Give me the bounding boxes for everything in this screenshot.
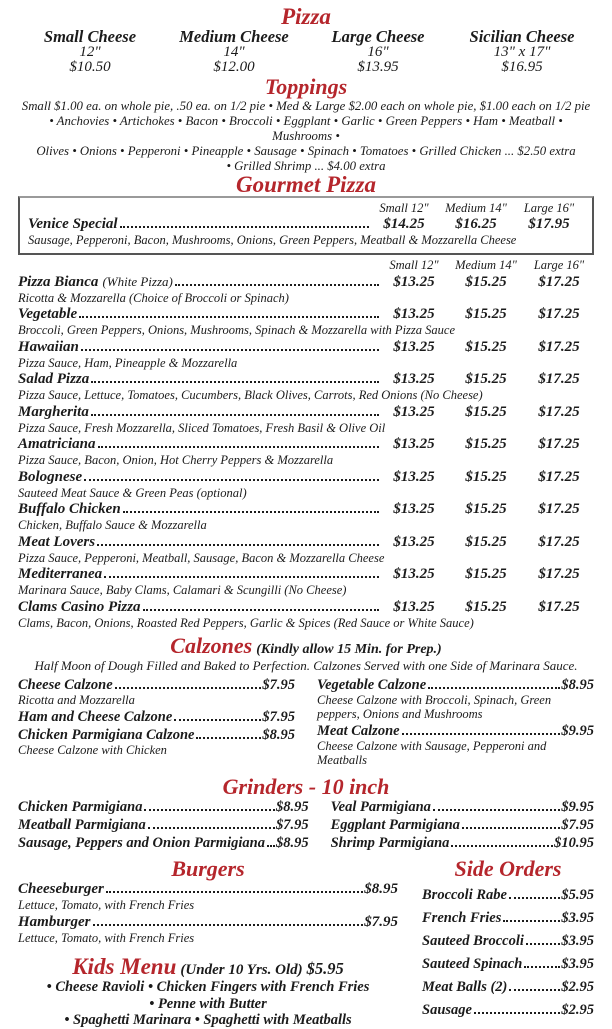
- section-title-gourmet-pizza: Gourmet Pizza: [236, 172, 376, 197]
- item-description: Chicken, Buffalo Sauce & Mozzarella: [18, 518, 207, 532]
- item-price-small: $13.25: [393, 501, 435, 517]
- size-column-headers: [18, 257, 594, 273]
- dotted-leader: [451, 845, 553, 847]
- kids-menu-price: $5.95: [306, 959, 344, 978]
- dotted-leader: [509, 989, 560, 991]
- item-name: Meatball Parmigiana: [18, 817, 146, 833]
- column-header-large: Large 16": [533, 257, 585, 272]
- item-price-small: $13.25: [393, 566, 435, 582]
- dotted-leader: [462, 827, 560, 829]
- menu-item: [422, 1002, 594, 1018]
- toppings-line: • Grilled Shrimp ... $4.00 extra: [226, 159, 386, 173]
- dotted-leader: [503, 920, 560, 922]
- dotted-leader: [98, 446, 379, 448]
- item-price: $3.95: [561, 933, 594, 949]
- item-description: Pizza Sauce, Pepperoni, Meatball, Sausage, Bacon & Mozzarella Cheese: [18, 550, 385, 565]
- item-price-large: $17.25: [538, 273, 580, 290]
- item-name: Venice Special: [28, 216, 118, 232]
- toppings-line: Small $1.00 ea. on whole pie, .50 ea. on 1/2 pie • Med & Large $2.00 each on whole pie, $1.00 each on 1/2 pie: [21, 99, 591, 113]
- dotted-leader: [509, 897, 560, 899]
- item-price-large: $17.25: [538, 598, 580, 615]
- item-price-medium: $15.25: [465, 306, 507, 322]
- item-price: $7.95: [275, 817, 309, 833]
- menu-item: [18, 835, 309, 851]
- calzones-list: [18, 677, 594, 769]
- dotted-leader: [526, 943, 560, 945]
- dotted-leader: [93, 924, 364, 926]
- item-price-medium: $15.25: [465, 338, 507, 355]
- variant-size: 16": [367, 44, 389, 60]
- item-name: Vegetable Calzone: [317, 677, 427, 693]
- item-price-large: $17.25: [538, 468, 580, 485]
- item-name: Sausage, Peppers and Onion Parmigiana: [18, 835, 265, 851]
- grinders-list: [18, 799, 594, 853]
- variant-size: 14": [223, 44, 245, 60]
- item-description: Broccoli, Green Peppers, Onions, Mushrooms, Spinach & Mozzarella with Pizza Sauce: [18, 323, 455, 337]
- section-title-grinders: Grinders - 10 inch: [222, 774, 390, 799]
- item-price-medium: $15.25: [465, 598, 507, 615]
- menu-item: [18, 677, 295, 707]
- item-price: $9.95: [561, 723, 594, 739]
- item-name: Sauteed Broccoli: [422, 933, 524, 949]
- menu-item: [422, 956, 594, 972]
- item-name: Margherita: [18, 403, 89, 420]
- pizza-variant: [18, 28, 162, 75]
- variant-price: $13.95: [357, 59, 399, 75]
- kids-menu-items: [18, 979, 398, 1029]
- item-note: (White Pizza): [102, 273, 173, 289]
- menu-item: [18, 727, 295, 757]
- item-description: Pizza Sauce, Ham, Pineapple & Mozzarella: [18, 355, 238, 370]
- item-name: Ham and Cheese Calzone: [18, 709, 173, 725]
- column-header-small: Small 12": [379, 201, 429, 215]
- item-price-small: $13.25: [393, 403, 435, 420]
- dotted-leader: [433, 809, 560, 811]
- dotted-leader: [84, 479, 379, 481]
- section-title-side-orders: Side Orders: [454, 856, 562, 881]
- menu-item: [18, 914, 398, 945]
- item-price-small: $13.25: [393, 468, 435, 485]
- column-header-large: Large 16": [523, 201, 575, 215]
- variant-size: 12": [79, 44, 101, 60]
- item-price-medium: $15.25: [465, 566, 507, 582]
- dotted-leader: [148, 827, 275, 829]
- item-price-medium: $15.25: [465, 403, 507, 420]
- item-name: Bolognese: [18, 468, 83, 485]
- item-name: Meat Balls (2): [422, 979, 508, 995]
- toppings-text: [18, 99, 594, 174]
- menu-item: [18, 534, 594, 566]
- variant-name: Medium Cheese: [179, 27, 289, 46]
- item-price-small: $13.25: [393, 598, 435, 615]
- menu-item: [18, 274, 594, 306]
- item-description: Ricotta & Mozzarella (Choice of Broccoli or Spinach): [18, 290, 289, 305]
- item-name: Sausage: [422, 1002, 472, 1018]
- dotted-leader: [104, 576, 379, 578]
- item-price: $5.95: [561, 887, 594, 903]
- item-description: Sausage, Pepperoni, Bacon, Mushrooms, Onions, Green Peppers, Meatball & Mozzarella Cheese: [28, 233, 517, 247]
- item-description: Pizza Sauce, Bacon, Onion, Hot Cherry Peppers & Mozzarella: [18, 453, 334, 467]
- item-name: Meat Calzone: [317, 723, 400, 739]
- item-name: Cheeseburger: [18, 881, 104, 897]
- menu-item: [18, 566, 594, 598]
- dotted-leader: [106, 891, 363, 893]
- item-name: Pizza Bianca: [18, 273, 99, 290]
- item-price-medium: $15.25: [465, 436, 507, 452]
- item-price: $2.95: [561, 1002, 594, 1018]
- dotted-leader: [428, 687, 560, 689]
- item-name: Sauteed Spinach: [422, 956, 523, 972]
- item-price-large: $17.95: [528, 216, 570, 232]
- menu-item: [18, 817, 309, 833]
- dotted-leader: [174, 719, 261, 721]
- menu-item: [18, 709, 295, 725]
- item-price-small: $13.25: [393, 436, 435, 452]
- item-description: Pizza Sauce, Lettuce, Tomatoes, Cucumbers, Black Olives, Carrots, Red Onions (No Cheese): [18, 388, 483, 402]
- item-description: Pizza Sauce, Fresh Mozzarella, Sliced Tomatoes, Fresh Basil & Olive Oil: [18, 420, 386, 435]
- item-price-medium: $15.25: [465, 501, 507, 517]
- item-description: Lettuce, Tomato, with French Fries: [18, 931, 195, 945]
- bottom-sections: [18, 857, 594, 1029]
- menu-item: [317, 723, 594, 767]
- item-name: Veal Parmigiana: [330, 799, 431, 815]
- item-price-large: $17.25: [538, 306, 580, 322]
- dotted-leader: [120, 226, 369, 228]
- cheese-pizza-variants: [18, 28, 594, 75]
- item-price-medium: $16.25: [455, 216, 497, 232]
- item-price-small: $13.25: [393, 533, 435, 550]
- menu-item: [18, 339, 594, 371]
- menu-item: [18, 799, 309, 815]
- dotted-leader: [402, 733, 561, 735]
- item-description: Ricotta and Mozzarella: [18, 693, 135, 707]
- item-price: $7.95: [364, 914, 398, 930]
- column-header-medium: Medium 14": [445, 201, 507, 215]
- menu-item: [422, 887, 594, 903]
- item-price-small: $14.25: [383, 216, 425, 232]
- kids-menu-line: • Spaghetti Marinara • Spaghetti with Meatballs: [64, 1012, 352, 1028]
- item-name: Broccoli Rabe: [422, 887, 507, 903]
- section-heading-calzones: [18, 634, 594, 658]
- item-price: $7.95: [262, 677, 295, 693]
- toppings-line: • Anchovies • Artichokes • Bacon • Broccoli • Eggplant • Garlic • Green Peppers • Ham • Meatball • Mushrooms •: [49, 114, 563, 143]
- menu-item: [18, 881, 398, 912]
- item-price-large: $17.25: [538, 566, 580, 582]
- item-description: Cheese Calzone with Chicken: [18, 743, 167, 757]
- item-price: $2.95: [561, 979, 594, 995]
- item-price-medium: $15.25: [465, 273, 507, 290]
- dotted-leader: [175, 284, 379, 286]
- item-name: Eggplant Parmigiana: [330, 817, 460, 833]
- column-header-medium: Medium 14": [455, 257, 517, 272]
- calzones-subtitle: Half Moon of Dough Filled and Baked to Perfection. Calzones Served with one Side of Marinara Sauce.: [34, 658, 578, 673]
- menu-item: [18, 599, 594, 631]
- item-name: French Fries: [422, 910, 502, 926]
- variant-price: $16.95: [501, 59, 543, 75]
- item-name: Mediterranea: [18, 566, 103, 582]
- item-price-small: $13.25: [393, 306, 435, 322]
- menu-item: [331, 817, 594, 833]
- menu-item: [18, 469, 594, 501]
- menu-item: [18, 371, 594, 403]
- dotted-leader: [474, 1012, 560, 1014]
- gourmet-pizza-list: [18, 274, 594, 631]
- dotted-leader: [81, 349, 379, 351]
- variant-name: Large Cheese: [331, 27, 425, 46]
- item-price-large: $17.25: [538, 436, 580, 452]
- variant-name: Sicilian Cheese: [469, 27, 575, 46]
- item-description: Clams, Bacon, Onions, Roasted Red Peppers, Garlic & Spices (Red Sauce or White Sauce): [18, 615, 474, 630]
- item-price: $8.95: [561, 677, 594, 693]
- menu-item-venice-special: [28, 216, 584, 248]
- item-price: $8.95: [262, 727, 295, 743]
- dotted-leader: [267, 845, 275, 847]
- item-price-small: $13.25: [393, 338, 435, 355]
- item-price-large: $17.25: [538, 338, 580, 355]
- size-column-headers: [28, 200, 584, 216]
- item-price: $8.95: [275, 799, 309, 815]
- item-description: Lettuce, Tomato, with French Fries: [18, 898, 195, 912]
- item-price-medium: $15.25: [465, 468, 507, 485]
- item-price-large: $17.25: [538, 371, 580, 387]
- item-name: Chicken Parmigiana Calzone: [18, 727, 195, 743]
- item-price: $7.95: [262, 709, 295, 725]
- item-price: $9.95: [561, 799, 594, 815]
- dotted-leader: [123, 511, 379, 513]
- item-name: Salad Pizza: [18, 371, 90, 387]
- item-name: Amatriciana: [18, 436, 96, 452]
- dotted-leader: [91, 414, 379, 416]
- item-name: Cheese Calzone: [18, 677, 113, 693]
- dotted-leader: [91, 381, 379, 383]
- featured-item-box: [18, 196, 594, 255]
- item-price: $8.95: [364, 881, 398, 897]
- pizza-variant: [162, 28, 306, 75]
- item-name: Buffalo Chicken: [18, 501, 121, 517]
- variant-size: 13" x 17": [493, 44, 551, 60]
- kids-menu-note: (Under 10 Yrs. Old): [180, 962, 303, 978]
- menu-item: [18, 404, 594, 436]
- item-price: $3.95: [561, 910, 594, 926]
- section-title-toppings: Toppings: [264, 74, 348, 99]
- item-price: $3.95: [561, 956, 594, 972]
- item-name: Hamburger: [18, 914, 91, 930]
- item-name: Vegetable: [18, 306, 78, 322]
- dotted-leader: [97, 544, 379, 546]
- dotted-leader: [115, 687, 262, 689]
- item-price-large: $17.25: [538, 533, 580, 550]
- dotted-leader: [196, 737, 261, 739]
- item-price: $10.95: [554, 835, 594, 851]
- column-header-small: Small 12": [389, 257, 439, 272]
- pizza-variant: [306, 28, 450, 75]
- toppings-line: Olives • Onions • Pepperoni • Pineapple • Sausage • Spinach • Tomatoes • Grilled Chicken ... $2.50 extra: [36, 144, 576, 158]
- menu-item: [422, 933, 594, 949]
- item-name: Meat Lovers: [18, 533, 96, 550]
- section-title-calzones: Calzones: [170, 633, 253, 658]
- item-price-small: $13.25: [393, 273, 435, 290]
- item-name: Clams Casino Pizza: [18, 598, 141, 615]
- variant-name: Small Cheese: [43, 27, 137, 46]
- menu-item: [422, 979, 594, 995]
- menu-item: [18, 306, 594, 338]
- menu-item: [331, 799, 594, 815]
- item-name: Chicken Parmigiana: [18, 799, 143, 815]
- section-title-kids-menu: Kids Menu: [72, 954, 177, 979]
- menu-item: [18, 501, 594, 533]
- dotted-leader: [144, 809, 274, 811]
- variant-price: $10.50: [69, 59, 111, 75]
- item-description: Sauteed Meat Sauce & Green Peas (optional): [18, 485, 247, 500]
- item-price-small: $13.25: [393, 371, 435, 387]
- kids-menu-line: • Cheese Ravioli • Chicken Fingers with French Fries: [46, 979, 370, 995]
- dotted-leader: [143, 609, 379, 611]
- item-price-large: $17.25: [538, 403, 580, 420]
- kids-menu-line: • Penne with Butter: [149, 995, 267, 1012]
- menu-item: [422, 910, 594, 926]
- item-name: Hawaiian: [18, 338, 79, 355]
- item-description: Cheese Calzone with Sausage, Pepperoni and Meatballs: [317, 739, 547, 767]
- section-title-pizza: Pizza: [281, 4, 331, 29]
- item-price-medium: $15.25: [465, 533, 507, 550]
- item-description: Cheese Calzone with Broccoli, Spinach, Green peppers, Onions and Mushrooms: [317, 693, 552, 721]
- dotted-leader: [524, 966, 560, 968]
- item-price-large: $17.25: [538, 501, 580, 517]
- menu-item: [317, 677, 594, 721]
- section-title-burgers: Burgers: [171, 856, 245, 881]
- calzones-prep-note: (Kindly allow 15 Min. for Prep.): [256, 642, 442, 657]
- variant-price: $12.00: [213, 59, 255, 75]
- item-price-medium: $15.25: [465, 371, 507, 387]
- item-description: Marinara Sauce, Baby Clams, Calamari & Scungilli (No Cheese): [18, 583, 347, 597]
- item-price: $8.95: [275, 835, 309, 851]
- item-name: Shrimp Parmigiana: [330, 835, 450, 851]
- item-price: $7.95: [561, 817, 594, 833]
- section-heading-kids-menu: [18, 955, 398, 979]
- menu-item: [331, 835, 594, 851]
- pizza-variant: [450, 28, 594, 75]
- dotted-leader: [79, 316, 379, 318]
- menu-item: [18, 436, 594, 468]
